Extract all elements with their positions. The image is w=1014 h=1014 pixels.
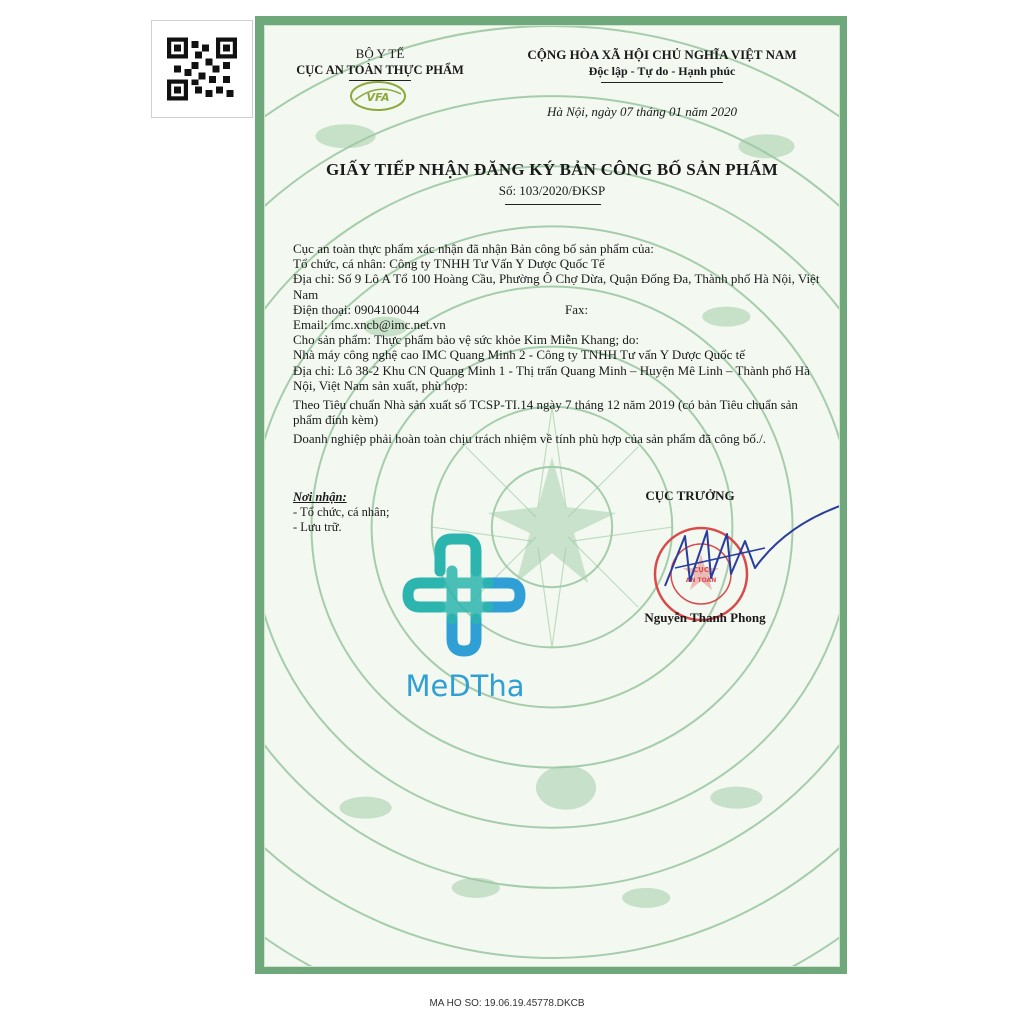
handwritten-signature <box>645 496 840 606</box>
svg-text:AN TOÀN: AN TOÀN <box>685 577 717 584</box>
intro-line: Cục an toàn thực phẩm xác nhận đã nhận Bản công bố sản phẩm của: <box>293 241 654 256</box>
national-header <box>497 46 827 80</box>
vfa-logo-text: VFA <box>366 91 390 104</box>
address-line: Địa chỉ: Số 9 Lô A Tổ 100 Hoàng Cầu, Phường Ô Chợ Dừa, Quận Đống Đa, Thành phố Hà Nội, Việt Nam <box>293 271 820 302</box>
file-code: MA HO SO: 19.06.19.45778.DKCB <box>429 998 585 1009</box>
department-name: CỤC AN TOÀN THỰC PHẨM <box>296 63 464 77</box>
document-number: Số: 103/2020/ĐKSP <box>498 183 606 198</box>
responsibility-line: Doanh nghiệp phải hoàn toàn chịu trách nhiệm về tính phù hợp của sản phẩm đã công bố./. <box>293 431 766 447</box>
organization-line: Tổ chức, cá nhân: Công ty TNHH Tư Vấn Y Dược Quốc Tế <box>293 256 605 272</box>
issue-date: Hà Nội, ngày 07 tháng 01 năm 2020 <box>547 104 737 119</box>
medical-cross-icon <box>400 531 528 659</box>
factory-line: Nhà máy công nghệ cao IMC Quang Minh 2 - Công ty TNHH Tư vấn Y Dược Quốc tế <box>293 347 746 363</box>
certificate-body <box>293 241 823 447</box>
phone-line: Điện thoại: 0904100044 <box>293 301 420 317</box>
brand-name: MeDTha <box>405 669 525 703</box>
qr-code <box>151 20 253 118</box>
issuing-authority <box>295 46 465 78</box>
certificate-content <box>265 26 839 966</box>
title-underline <box>505 204 601 205</box>
standard-line: Theo Tiêu chuẩn Nhà sản xuất số TCSP-TI.14 ngày 7 tháng 12 năm 2019 (có bản Tiêu chuẩn sản phẩm đính kèm) <box>293 397 798 428</box>
recipient-item: - Tổ chức, cá nhân; <box>293 505 390 519</box>
recipients-block <box>293 490 493 535</box>
certificate-paper <box>264 25 840 967</box>
recipient-item: - Lưu trữ. <box>293 520 342 534</box>
product-line: Cho sản phẩm: Thực phẩm bảo vệ sức khỏe Kim Miễn Khang; do: <box>293 332 640 348</box>
qr-code-icon <box>167 37 237 101</box>
email-line: Email: imc.xncb@imc.net.vn <box>293 317 446 333</box>
signer-title: CỤC TRƯỞNG <box>645 488 735 503</box>
certificate-frame <box>255 16 847 974</box>
factory-address-line: Địa chỉ: Lô 38-2 Khu CN Quang Minh 1 - Thị trấn Quang Minh – Huyện Mê Linh – Thành phố Hà Nội, Việt Nam sản xuất, phù hợp: <box>293 362 810 393</box>
ministry-name: BỘ Y TẾ <box>355 46 405 61</box>
document-title: GIẤY TIẾP NHẬN ĐĂNG KÝ BẢN CÔNG BỐ SẢN PHẨM <box>325 160 779 179</box>
phone-row <box>293 302 823 317</box>
vfa-logo <box>349 78 407 114</box>
fax-line: Fax: <box>565 301 589 317</box>
brand-watermark <box>395 531 535 711</box>
signer-name: Nguyễn Thanh Phong <box>644 610 766 625</box>
national-motto: Độc lập - Tự do - Hạnh phúc <box>588 64 736 78</box>
svg-text:CỤC: CỤC <box>693 566 709 574</box>
recipients-heading: Nơi nhận: <box>293 490 347 504</box>
motto-underline <box>601 82 723 83</box>
nation-name: CỘNG HÒA XÃ HỘI CHỦ NGHĨA VIỆT NAM <box>527 47 797 62</box>
